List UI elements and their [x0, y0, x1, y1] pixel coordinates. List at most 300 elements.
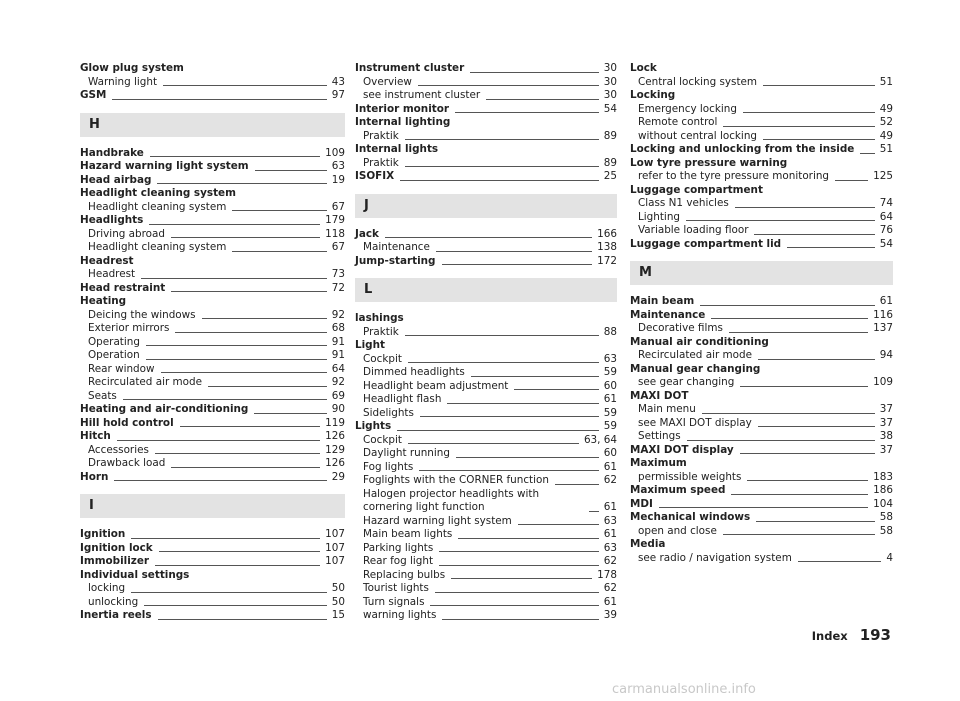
- entry-label: Lights: [355, 420, 392, 432]
- leader-line: [743, 112, 875, 113]
- entry-label: Drawback load: [88, 457, 166, 469]
- leader-line: [456, 457, 599, 458]
- page-reference: 29: [331, 470, 345, 483]
- index-entry: [630, 89, 893, 103]
- page-reference: 107: [325, 528, 345, 540]
- entry-label: Praktik: [363, 325, 399, 338]
- leader-line: [159, 551, 320, 552]
- page-reference: 109: [873, 376, 893, 388]
- entry-label: Operating: [88, 335, 140, 348]
- entry-label: Recirculated air mode: [638, 349, 753, 361]
- page-reference: 94: [879, 349, 893, 361]
- entry-label: unlocking: [88, 595, 139, 608]
- index-entry: [80, 528, 345, 542]
- page-reference: 49: [879, 129, 893, 142]
- entry-label: lashings: [355, 312, 404, 324]
- entry-label: Headrest: [80, 254, 134, 267]
- index-subentry: [80, 596, 345, 610]
- entry-label: see MAXI DOT display: [638, 416, 752, 429]
- index-subentry: [355, 461, 617, 475]
- index-entry: [630, 62, 893, 76]
- index-subentry: [630, 322, 893, 336]
- index-entry: [355, 255, 617, 269]
- index-entry: [355, 312, 617, 326]
- index-subentry: [630, 130, 893, 144]
- entry-label: MAXI DOT display: [630, 443, 734, 456]
- leader-line: [758, 359, 875, 360]
- page-reference: 129: [325, 443, 345, 456]
- index-subentry: [630, 552, 893, 566]
- index-subentry: [630, 430, 893, 444]
- leader-line: [232, 251, 326, 252]
- page-reference: 52: [879, 116, 893, 128]
- index-subentry: [630, 197, 893, 211]
- index-entry: [630, 511, 893, 525]
- entry-label: Warning light: [88, 75, 158, 88]
- leader-line: [589, 511, 599, 512]
- entry-label: Operation: [88, 349, 140, 361]
- page-reference: 30: [603, 62, 617, 74]
- index-entry: [355, 228, 617, 242]
- index-subentry: [80, 201, 345, 215]
- index-subentry: [630, 376, 893, 390]
- entry-label: ISOFIX: [355, 170, 395, 182]
- page-reference: 69: [331, 389, 345, 402]
- entry-label: Headlight beam adjustment: [363, 379, 509, 392]
- page-reference: 137: [873, 322, 893, 334]
- leader-line: [458, 538, 598, 539]
- page-reference: 90: [331, 403, 345, 415]
- entry-label: Luggage compartment lid: [630, 237, 782, 250]
- page-reference: 183: [873, 470, 893, 483]
- leader-line: [420, 416, 599, 417]
- entry-label: Maximum speed: [630, 484, 726, 496]
- entry-label: Headrest: [88, 268, 136, 280]
- index-subentry: [355, 542, 617, 556]
- index-subentry: [355, 241, 617, 255]
- index-subentry: [630, 211, 893, 225]
- leader-line: [208, 386, 327, 387]
- index-subentry: [355, 326, 617, 340]
- page-reference: 73: [331, 268, 345, 280]
- leader-line: [436, 251, 592, 252]
- entry-label: Settings: [638, 430, 681, 442]
- index-subentry: [630, 525, 893, 539]
- leader-line: [418, 85, 599, 86]
- leader-line: [711, 318, 868, 319]
- entry-label: Individual settings: [80, 568, 190, 581]
- entry-label: Mechanical windows: [630, 511, 751, 523]
- leader-line: [171, 467, 320, 468]
- leader-line: [131, 592, 327, 593]
- leader-line: [787, 247, 875, 248]
- leader-line: [405, 139, 599, 140]
- leader-line: [112, 99, 326, 100]
- entry-label: Decorative films: [638, 322, 723, 334]
- index-entry: [355, 339, 617, 353]
- index-subentry: [80, 309, 345, 323]
- page-reference: 68: [331, 322, 345, 334]
- entry-label: Manual air conditioning: [630, 335, 769, 348]
- entry-label: Praktik: [363, 129, 399, 142]
- index-subentry: [355, 474, 617, 488]
- page-reference: 61: [879, 295, 893, 307]
- page-reference: 63: [331, 160, 345, 172]
- entry-label: Variable loading floor: [638, 224, 749, 236]
- index-entry: [355, 420, 617, 434]
- entry-label: Foglights with the CORNER function: [363, 474, 549, 486]
- leader-line: [171, 237, 320, 238]
- page-reference: 58: [879, 511, 893, 523]
- index-subentry: [355, 582, 617, 596]
- entry-label: Class N1 vehicles: [638, 197, 729, 209]
- index-entry: [630, 363, 893, 377]
- index-entry: [630, 484, 893, 498]
- index-subentry: [355, 569, 617, 583]
- index-entry: [80, 555, 345, 569]
- leader-line: [149, 224, 320, 225]
- entry-label: GSM: [80, 89, 107, 101]
- index-entry: [80, 430, 345, 444]
- index-subentry: [630, 116, 893, 130]
- index-entry: [630, 184, 893, 198]
- page-reference: 178: [597, 568, 617, 581]
- page-reference: 74: [879, 197, 893, 209]
- page-reference: 104: [873, 497, 893, 510]
- entry-label: Jack: [355, 227, 379, 240]
- entry-label: Maximum: [630, 457, 687, 469]
- index-subentry: [355, 596, 617, 610]
- page-reference: 186: [873, 484, 893, 496]
- index-entry: [630, 143, 893, 157]
- entry-label: Jump-starting: [355, 254, 436, 267]
- page-reference: 126: [325, 457, 345, 469]
- entry-label: Head restraint: [80, 281, 166, 294]
- leader-line: [442, 264, 593, 265]
- page-reference: 92: [331, 376, 345, 388]
- entry-label: Luggage compartment: [630, 183, 763, 196]
- leader-line: [723, 534, 875, 535]
- page-reference: 76: [879, 224, 893, 236]
- page-reference: 59: [603, 420, 617, 432]
- leader-line: [150, 156, 320, 157]
- page-reference: 58: [879, 524, 893, 537]
- entry-label: Tourist lights: [363, 582, 429, 594]
- entry-label: Remote control: [638, 116, 718, 128]
- entry-label: Exterior mirrors: [88, 322, 170, 334]
- entry-label: Instrument cluster: [355, 62, 465, 74]
- page-reference: 118: [325, 227, 345, 240]
- entry-label: Headlight cleaning system: [88, 200, 227, 213]
- index-subentry: [80, 228, 345, 242]
- index-entry: [80, 542, 345, 556]
- page-reference: 88: [603, 325, 617, 338]
- leader-line: [202, 318, 327, 319]
- entry-label: Deicing the windows: [88, 308, 196, 321]
- index-entry: [80, 174, 345, 188]
- entry-label: Immobilizer: [80, 555, 150, 567]
- entry-label: Headlight cleaning system: [88, 241, 227, 253]
- page-reference: 63: [603, 541, 617, 554]
- page-reference: 50: [331, 595, 345, 608]
- index-subentry: [630, 403, 893, 417]
- index-subentry: [80, 76, 345, 90]
- page-reference: 91: [331, 335, 345, 348]
- index-subentry: [630, 103, 893, 117]
- entry-label: Maintenance: [630, 308, 706, 321]
- page-reference: 62: [603, 474, 617, 486]
- leader-line: [754, 234, 874, 235]
- entry-label: Parking lights: [363, 541, 434, 554]
- leader-line: [123, 399, 327, 400]
- index-subentry: [630, 471, 893, 485]
- entry-label: Internal lights: [355, 143, 439, 155]
- entry-label: Lock: [630, 62, 657, 74]
- page-reference: 72: [331, 281, 345, 294]
- page-reference: 60: [603, 447, 617, 459]
- leader-line: [408, 362, 599, 363]
- index-entry: [630, 295, 893, 309]
- index-subentry: [630, 417, 893, 431]
- index-entry: [80, 255, 345, 269]
- entry-label: Fog lights: [363, 460, 414, 473]
- index-column-2: [355, 62, 617, 623]
- entry-label: Headlight flash: [363, 393, 442, 405]
- page-reference: 38: [879, 430, 893, 442]
- leader-line: [141, 278, 327, 279]
- page-reference: 4: [886, 551, 893, 564]
- page-reference: 39: [603, 609, 617, 621]
- leader-line: [455, 112, 599, 113]
- entry-label: Main menu: [638, 403, 696, 415]
- index-subentry: [80, 322, 345, 336]
- entry-label: Replacing bulbs: [363, 568, 446, 581]
- page-reference: 43: [331, 75, 345, 88]
- page-reference: 125: [873, 170, 893, 182]
- index-entry: [80, 160, 345, 174]
- leader-line: [514, 389, 598, 390]
- index-subentry: [630, 76, 893, 90]
- leader-line: [114, 480, 326, 481]
- leader-line: [686, 220, 875, 221]
- leader-line: [435, 592, 599, 593]
- page-reference: 119: [325, 416, 345, 429]
- entry-label: Driving abroad: [88, 227, 166, 240]
- index-subentry: [80, 349, 345, 363]
- letter-section-header: I: [80, 494, 345, 518]
- entry-label: Sidelights: [363, 406, 414, 419]
- page-reference: 63, 64: [583, 433, 617, 446]
- page-reference: 61: [603, 595, 617, 608]
- leader-line: [451, 578, 592, 579]
- entry-label: Hill hold control: [80, 416, 174, 429]
- leader-line: [161, 372, 327, 373]
- leader-line: [232, 210, 326, 211]
- page-reference: 62: [603, 555, 617, 567]
- index-subentry: [80, 457, 345, 471]
- entry-label: Light: [355, 339, 385, 351]
- index-subentry: [355, 89, 617, 103]
- index-subentry: [80, 582, 345, 596]
- index-entry: [80, 214, 345, 228]
- index-entry: [630, 457, 893, 471]
- index-subentry: [80, 336, 345, 350]
- entry-label: Turn signals: [363, 595, 425, 608]
- index-subentry: [80, 268, 345, 282]
- index-subentry: [630, 349, 893, 363]
- leader-line: [758, 426, 875, 427]
- leader-line: [486, 99, 599, 100]
- entry-label: Interior monitor: [355, 102, 449, 115]
- entry-label: permissible weights: [638, 470, 742, 483]
- entry-label: Heating and air-conditioning: [80, 403, 249, 415]
- leader-line: [405, 166, 599, 167]
- entry-label: Daylight running: [363, 447, 450, 459]
- index-subentry: [355, 515, 617, 529]
- leader-line: [687, 440, 875, 441]
- index-entry: [80, 147, 345, 161]
- page-reference: 15: [331, 609, 345, 621]
- index-subentry: [80, 363, 345, 377]
- page-reference: 107: [325, 541, 345, 554]
- index-entry: [630, 538, 893, 552]
- index-entry: [80, 89, 345, 103]
- leader-line: [171, 291, 327, 292]
- leader-line: [442, 619, 598, 620]
- page-reference: 51: [879, 75, 893, 88]
- leader-line: [700, 305, 875, 306]
- index-column-3: [630, 62, 893, 565]
- leader-line: [702, 413, 875, 414]
- page-reference: 107: [325, 555, 345, 567]
- leader-line: [155, 453, 320, 454]
- index-entry: [630, 498, 893, 512]
- page-reference: 61: [603, 501, 617, 513]
- letter-section-header: J: [355, 194, 617, 218]
- leader-line: [740, 453, 875, 454]
- page-number: 193: [859, 626, 891, 644]
- entry-label: Main beam lights: [363, 528, 453, 540]
- index-subentry: [80, 390, 345, 404]
- entry-label: Rear fog light: [363, 555, 434, 567]
- page-reference: 61: [603, 460, 617, 473]
- leader-line: [747, 480, 868, 481]
- entry-label: MAXI DOT: [630, 389, 689, 402]
- entry-label: Glow plug system: [80, 62, 184, 74]
- leader-line: [430, 605, 598, 606]
- page-reference: 37: [879, 403, 893, 415]
- index-entry: [80, 569, 345, 583]
- entry-label: see instrument cluster: [363, 89, 481, 101]
- entry-label: Emergency locking: [638, 102, 737, 115]
- entry-label: Low tyre pressure warning: [630, 156, 788, 169]
- index-entry: [355, 170, 617, 184]
- leader-line: [763, 85, 875, 86]
- page-reference: 25: [603, 170, 617, 182]
- leader-line: [254, 413, 326, 414]
- leader-line: [740, 386, 868, 387]
- index-entry: [630, 444, 893, 458]
- entry-label: Headlight cleaning system: [80, 187, 236, 199]
- page-reference: 91: [331, 349, 345, 361]
- index-subentry: [355, 488, 617, 515]
- index-entry: [80, 403, 345, 417]
- index-subentry: [355, 407, 617, 421]
- entry-label: warning lights: [363, 609, 437, 621]
- index-entry: [80, 609, 345, 623]
- leader-line: [439, 565, 599, 566]
- entry-label: Heating: [80, 295, 127, 307]
- page-reference: 30: [603, 89, 617, 101]
- leader-line: [144, 605, 327, 606]
- index-entry: [630, 336, 893, 350]
- index-subentry: [355, 353, 617, 367]
- leader-line: [400, 180, 599, 181]
- page-reference: 50: [331, 582, 345, 594]
- leader-line: [798, 561, 882, 562]
- index-subentry: [355, 528, 617, 542]
- leader-line: [155, 565, 320, 566]
- page-reference: 179: [325, 214, 345, 226]
- index-subentry: [355, 157, 617, 171]
- index-entry: [355, 143, 617, 157]
- entry-label: open and close: [638, 524, 717, 537]
- entry-label: Rear window: [88, 362, 155, 375]
- leader-line: [518, 524, 599, 525]
- page-reference: 63: [603, 514, 617, 527]
- letter-section-header: M: [630, 261, 893, 285]
- entry-label: Central locking system: [638, 75, 758, 88]
- page-reference: 138: [597, 241, 617, 253]
- leader-line: [419, 470, 598, 471]
- entry-label: Handbrake: [80, 146, 144, 159]
- leader-line: [405, 335, 599, 336]
- entry-label: Ignition: [80, 528, 126, 540]
- entry-label: Head airbag: [80, 173, 152, 186]
- index-entry: [80, 417, 345, 431]
- leader-line: [180, 426, 321, 427]
- leader-line: [470, 72, 599, 73]
- entry-label: without central locking: [638, 129, 758, 142]
- leader-line: [146, 359, 327, 360]
- page-reference: 51: [879, 143, 893, 155]
- leader-line: [555, 484, 599, 485]
- index-entry: [630, 390, 893, 404]
- page-reference: 54: [879, 237, 893, 250]
- page-reference: 172: [597, 254, 617, 267]
- entry-label: Praktik: [363, 156, 399, 169]
- entry-label: Seats: [88, 389, 117, 402]
- index-entry: [80, 471, 345, 485]
- index-entry: [355, 62, 617, 76]
- entry-label: Hitch: [80, 430, 111, 442]
- index-column-1: [80, 62, 345, 623]
- watermark: carmanualsonline.info: [612, 682, 756, 697]
- index-subentry: [355, 609, 617, 623]
- page-reference: 97: [331, 89, 345, 101]
- leader-line: [731, 494, 868, 495]
- page-reference: 166: [597, 227, 617, 240]
- index-subentry: [355, 555, 617, 569]
- entry-label: Maintenance: [363, 241, 430, 253]
- entry-label: Ignition lock: [80, 541, 153, 554]
- entry-label: MDI: [630, 497, 653, 510]
- entry-label: locking: [88, 582, 126, 594]
- entry-label: Cockpit: [363, 352, 402, 365]
- entry-label: Dimmed headlights: [363, 366, 465, 378]
- entry-label: Horn: [80, 470, 109, 483]
- entry-label: Lighting: [638, 210, 680, 223]
